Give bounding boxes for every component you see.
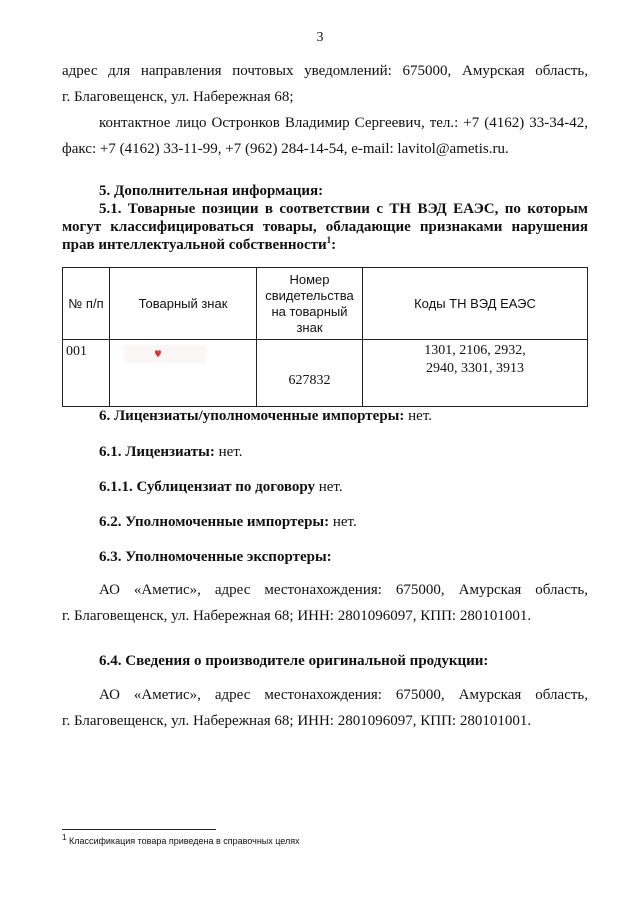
section-6-3-text-line-2: г. Благовещенск, ул. Набережная 68; ИНН: 2801096097, КПП: 280101001. bbox=[62, 608, 532, 624]
codes-line-2: 2940, 3301, 3913 bbox=[426, 361, 524, 376]
trademark-logo-icon bbox=[124, 345, 206, 363]
header-codes: Коды ТН ВЭД ЕАЭС bbox=[363, 268, 588, 340]
section-6-2: 6.2. Уполномоченные импортеры: нет. bbox=[99, 514, 357, 530]
section-6-4-text-line-1: АО «Аметис», адрес местонахождения: 675000, Амурская область, bbox=[99, 687, 588, 703]
section-6-1-1: 6.1.1. Сублицензиат по договору нет. bbox=[99, 479, 343, 495]
section-6-3: 6.3. Уполномоченные экспортеры: bbox=[99, 549, 332, 565]
section-6-4: 6.4. Сведения о производителе оригинальной продукции: bbox=[99, 653, 489, 669]
codes-line-1: 1301, 2106, 2932, bbox=[424, 343, 526, 358]
cell-trademark bbox=[110, 340, 257, 407]
section-6: 6. Лицензиаты/уполномоченные импортеры: нет. bbox=[99, 408, 433, 424]
trademark-table bbox=[62, 267, 588, 407]
address-line-2: г. Благовещенск, ул. Набережная 68; bbox=[62, 89, 294, 105]
header-trademark: Товарный знак bbox=[110, 268, 257, 340]
address-line-1: адрес для направления почтовых уведомлений: 675000, Амурская область, bbox=[62, 63, 588, 79]
footnote bbox=[62, 833, 300, 846]
contact-line-1: контактное лицо Остронков Владимир Сергеевич, тел.: +7 (4162) 33-34-42, bbox=[99, 115, 588, 131]
footnote-text: Классификация товара приведена в справочных целях bbox=[68, 836, 300, 846]
footnote-mark: 1 bbox=[62, 833, 67, 842]
header-certificate: Номер свидетельства на товарный знак bbox=[257, 268, 363, 340]
section-5-1-line-2: могут классифицироваться товары, обладающие признаками нарушения bbox=[62, 219, 588, 235]
section-5-1-line-3: прав интеллектуальной собственности$^1$: bbox=[62, 235, 337, 253]
section-6-3-text-line-1: АО «Аметис», адрес местонахождения: 675000, Амурская область, bbox=[99, 582, 588, 598]
lavitol-logo bbox=[124, 345, 206, 363]
section-5-1-line-1: 5.1. Товарные позиции в соответствии с ТН ВЭД ЕАЭС, по которым bbox=[99, 201, 588, 217]
cell-codes bbox=[363, 340, 588, 407]
section-6-4-text-line-2: г. Благовещенск, ул. Набережная 68; ИНН: 2801096097, КПП: 280101001. bbox=[62, 713, 532, 729]
table-row bbox=[63, 340, 588, 407]
section-5-heading: 5. Дополнительная информация: bbox=[99, 183, 324, 199]
cell-certificate: 627832 bbox=[257, 340, 363, 407]
footnote-divider bbox=[62, 829, 216, 830]
contact-line-2: факс: +7 (4162) 33-11-99, +7 (962) 284-14-54, e-mail: lavitol@ametis.ru. bbox=[62, 141, 509, 157]
page-number: 3 bbox=[316, 30, 324, 45]
cell-number: 001 bbox=[63, 340, 110, 407]
section-6-1: 6.1. Лицензиаты: нет. bbox=[99, 444, 243, 460]
header-number: № п/п bbox=[63, 268, 110, 340]
table-header-row bbox=[63, 268, 588, 340]
footnote-ref: 1 bbox=[326, 235, 332, 245]
